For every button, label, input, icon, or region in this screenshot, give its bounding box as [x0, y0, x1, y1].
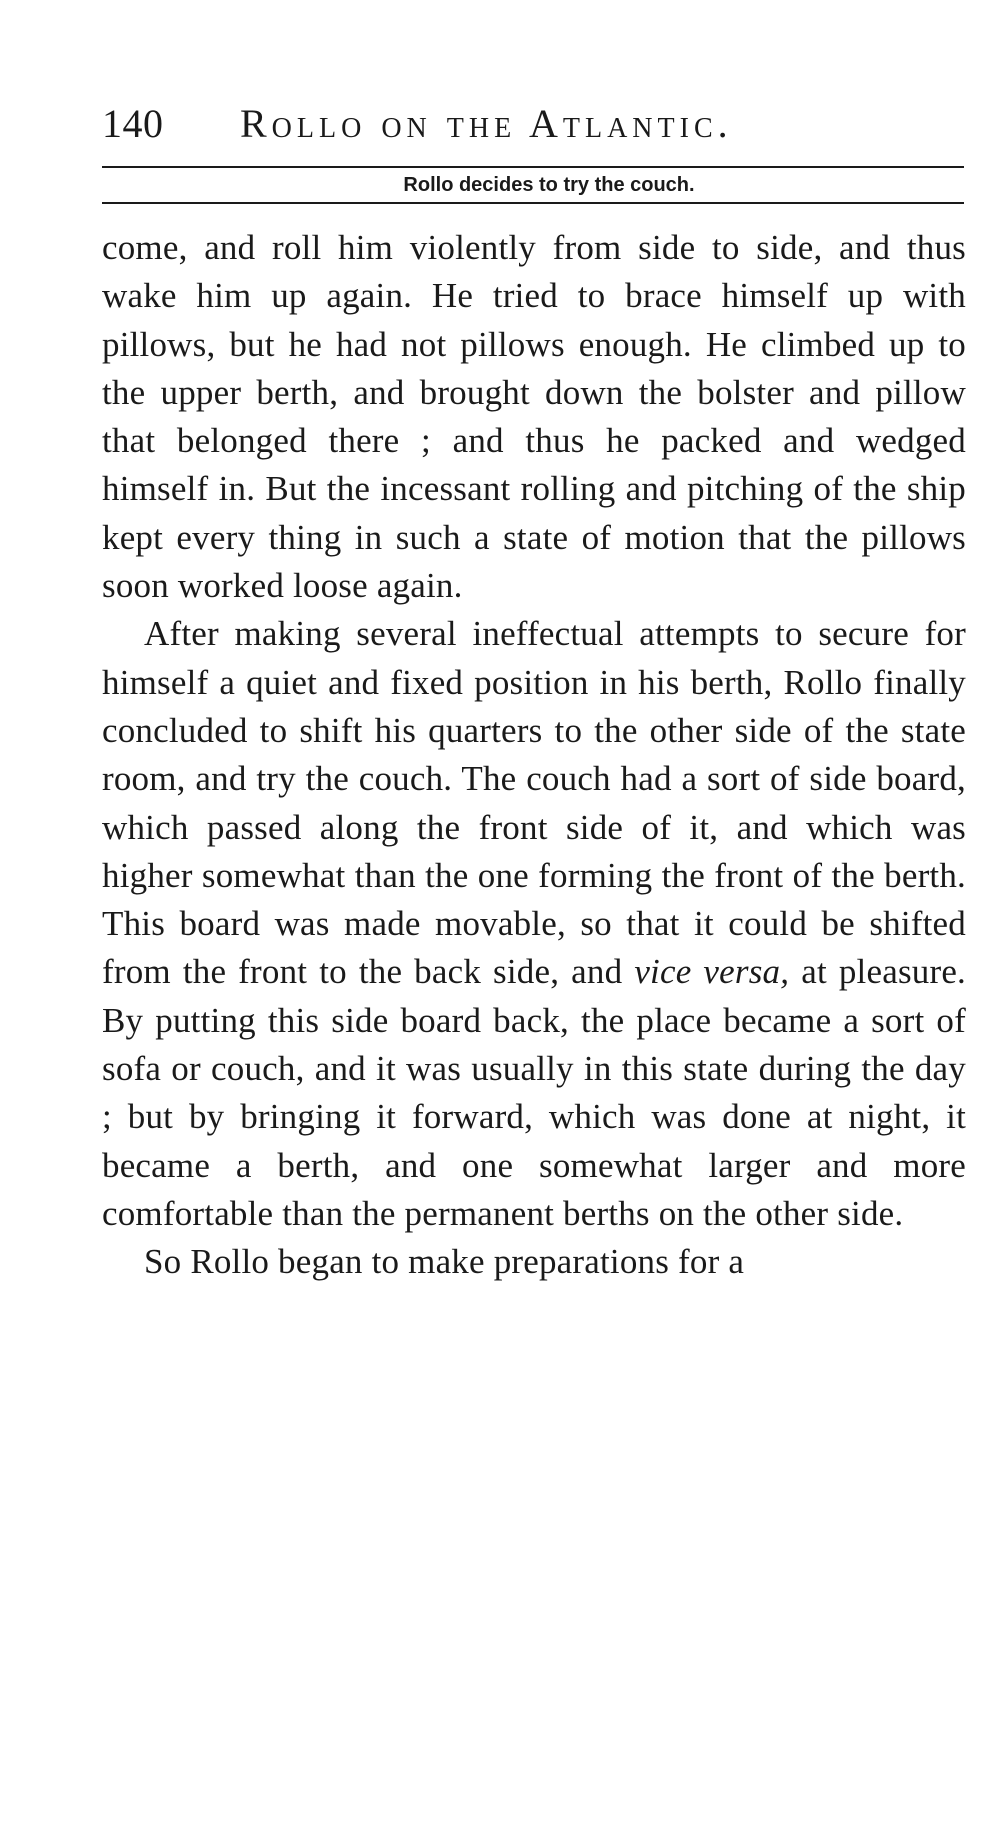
running-head — [102, 100, 966, 160]
paragraph-3: So Rollo began to make preparations for a — [144, 1242, 745, 1282]
paragraph-2-text-before: After making several ineffectual attempts to secure for himself a quiet and fixed position in his berth, Rollo finally concluded to shift his quarters to the other side of the state room, and try the couch. The couch had a sort of side board, which passed along the front side of it, and which was higher somewhat than the one forming the front of the berth. This board was made movable, so that it could be shifted from the front to the back side, and — [102, 614, 966, 992]
paragraph-2 — [102, 610, 966, 1238]
italic-phrase: vice versa, — [634, 952, 790, 992]
body-text — [102, 224, 966, 1287]
book-page — [102, 100, 966, 1287]
paragraph-2-text-after: at pleasure. By putting this side board back, the place became a sort of sofa or couch, and it was usually in this state during the day ; but by bringing it forward, which was done at night, it became a berth, and one somewhat larger and more comfortable than the permanent berths on the other side. — [102, 952, 967, 1233]
page-number: 140 — [102, 101, 164, 146]
section-headline: Rollo decides to try the couch. — [403, 174, 695, 196]
book-title: Rollo on the Atlantic. — [240, 101, 733, 146]
paragraph-1: come, and roll him violently from side to side, and thus wake him up again. He tried to brace himself up with pillows, but he had not pillows enough. He climbed up to the upper berth, and brought down the bolster and pillow that belonged there ; and thus he packed and wedged himself in. But the incessant rolling and pitching of the ship kept every thing in such a state of motion that the pillows soon worked loose again. — [102, 228, 966, 606]
header-rule-bottom — [102, 202, 964, 204]
